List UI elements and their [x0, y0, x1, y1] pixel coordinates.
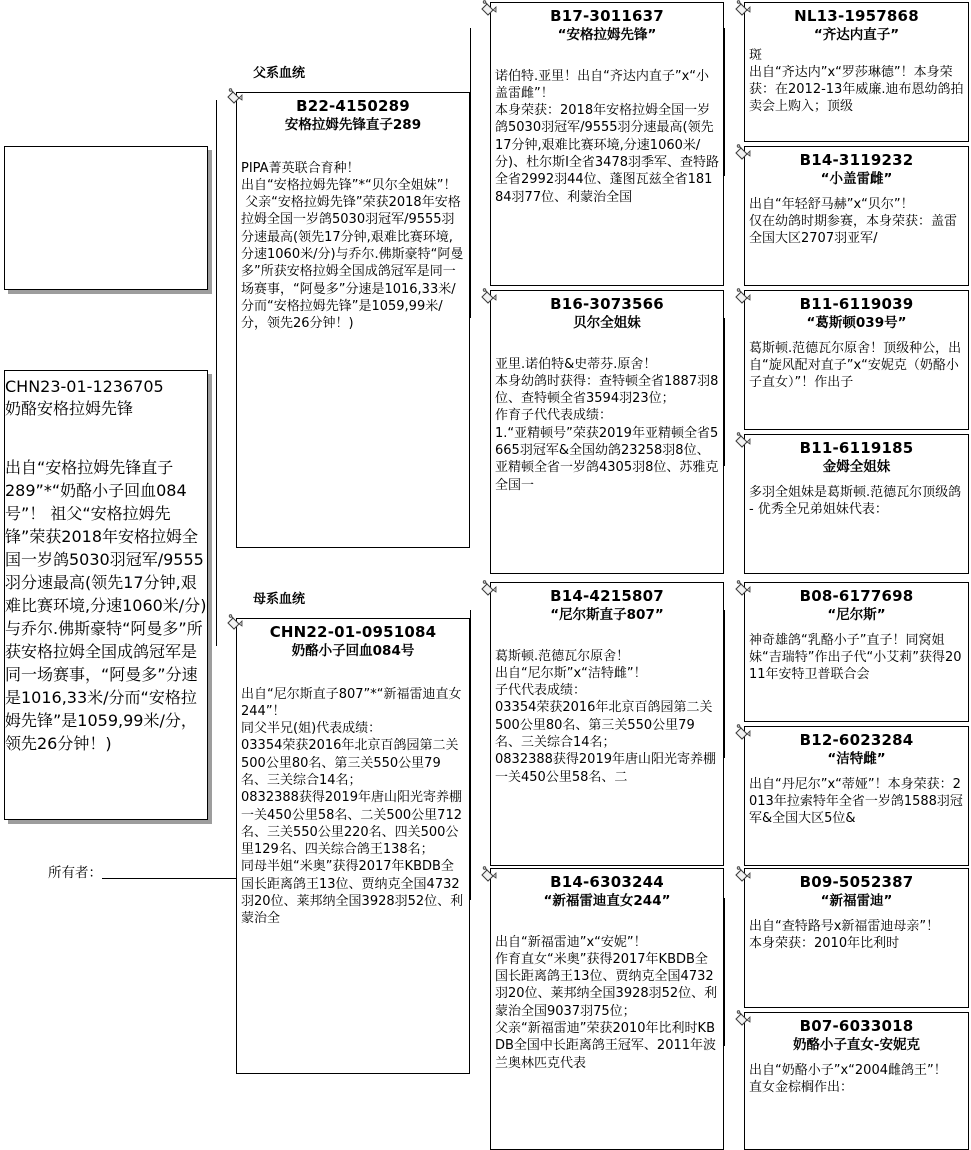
sire-card[interactable] [236, 92, 470, 548]
greatgrandparent-card-8[interactable] [744, 1012, 969, 1150]
ggp-name: “小盖雷雌” [820, 170, 893, 187]
greatgrandparent-card-7[interactable] [744, 868, 969, 1008]
ggp-description: 多羽全姐妹是葛斯顿.范德瓦尔顶级鸽 - 优秀全兄弟姐妹代表： [749, 484, 962, 517]
ggp-ring-number: B09-5052387 [799, 873, 914, 891]
ggp-description: 出自“丹尼尔”x“蒂娅”！本身荣获：2013年拉索特年全省一岁鸽1588羽冠军&全国大区5位& [749, 776, 963, 827]
ggp-ring-number: B11-6119185 [799, 439, 914, 457]
gp-description: 葛斯顿.范德瓦尔原舍！ 出自“尼尔斯”x“洁特雌”！ 子代代表成绩： 03354荣获2016年北京百鸽园第二关500公里80名、第三关550公里79名、三关综合14名； 0832388获得2019年唐山阳光寄养棚一关450公里58名、二 [495, 648, 716, 785]
connector-gp4-vertical [724, 898, 725, 1046]
grandparent-card-dam-sire[interactable] [490, 582, 724, 866]
gp-ring-number: B16-3073566 [550, 295, 664, 313]
ggp-description: 出自“查特路号x新福雷迪母亲”！ 本身荣获：2010年比利时 [749, 918, 940, 951]
subject-name: 奶酪安格拉姆先锋 [5, 399, 134, 418]
owner-blank-rule[interactable] [102, 878, 247, 879]
gp-name: 贝尔全姐妹 [573, 314, 641, 331]
connector-sire-vertical [470, 28, 471, 318]
greatgrandparent-card-6[interactable] [744, 726, 969, 866]
ggp-name: “洁特雌” [827, 750, 886, 767]
ggp-description: 神奇雄鸽“乳酪小子”直子！同窝姐妹“吉瑞特”作出子代“小艾莉”获得2011年安特卫普联合会 [749, 632, 962, 683]
sire-name: 安格拉姆先锋直子289 [284, 116, 422, 133]
ggp-description: 葛斯顿.范德瓦尔原舍！顶级种公，出自“旋风配对直子”x“安妮克（奶酪小子直女）”！作出子 [749, 340, 962, 391]
ggp-ring-number: B12-6023284 [799, 731, 914, 749]
ggp-ring-number: NL13-1957868 [794, 7, 919, 25]
gp-description: 亚里.诺伯特&史蒂芬.原舍！ 本身幼鸽时获得：查特顿全省1887羽8位、查特顿全省3594羽23位； 作育子代代表成绩： 1.“亚精顿号”荣获2019年亚精顿全省5665羽冠军&全国幼鸽23258羽8位、亚精顿全省一岁鸽4305羽8位、苏雅克全国一 [495, 356, 719, 493]
grandparent-card-dam-dam[interactable] [490, 868, 724, 1150]
ggp-description: 斑 出自“齐达内”x“罗莎琳德”！本身荣获：在2012-13年威廉.迪布恩幼鸽拍卖会上购入；顶级 [749, 47, 964, 115]
gp-description: 诺伯特.亚里！出自“齐达内直子”x“小盖雷雌”！ 本身荣获：2018年安格拉姆全国一岁鸽5030羽冠军/9555羽分速最高(领先17分钟,艰难比赛环境,分速1060米/分)、杜尔斯I全省3478羽季军、查特路全省2992羽44位、蓬图瓦兹全省18184羽77位、利蒙治全国 [495, 68, 719, 205]
connector-gp1-vertical [724, 28, 725, 176]
ggp-name: “尼尔斯” [827, 606, 886, 623]
ggp-ring-number: B07-6033018 [799, 1017, 914, 1035]
gp-name: “安格拉姆先锋” [557, 26, 657, 43]
subject-description: 出自“安格拉姆先锋直子289”*“奶酪小子回血084号”！ 祖父“安格拉姆先锋”荣获2018年安格拉姆全国一岁鸽5030羽冠军/9555羽分速最高(领先17分钟,艰难比赛环境,分速1060米/分)与乔尔.佛斯豪特“阿曼多”所获安格拉姆全国成鸽冠军是同一场赛事，“阿曼多”分速是1016,33米/分而“安格拉姆先锋”是1059,99米/分，领先26分钟！) [5, 458, 207, 753]
subject-header [5, 371, 207, 419]
connector-gp2-vertical [724, 318, 725, 466]
dam-description: 出自“尼尔斯直子807”*“新福雷迪直女244”！ 同父半兄(姐)代表成绩： 03354荣获2016年北京百鸽园第二关500公里80名、第三关550公里79名、三关综合14名； 0832388获得2019年唐山阳光寄养棚一关450公里58名、二关500公里712名、三关550公里220名、四关500公里129名、四关综合鸽王138名； 同母半姐“米奥”获得2017年KBDB全国长距离鸽王13位、贾纳克全国4732羽20位、莱邦纳全国3928羽52位、利蒙治全 [241, 686, 464, 927]
grandparent-card-sire-dam[interactable] [490, 290, 724, 574]
ggp-name: “葛斯顿039号” [806, 314, 907, 331]
connector-dam-vertical [470, 610, 471, 900]
gp-ring-number: B14-6303244 [550, 873, 664, 891]
ggp-ring-number: B11-6119039 [799, 295, 914, 313]
subject-card[interactable] [4, 370, 208, 820]
greatgrandparent-card-4[interactable] [744, 434, 969, 574]
greatgrandparent-card-5[interactable] [744, 582, 969, 722]
sire-ring-number: B22-4150289 [296, 97, 410, 115]
ggp-description: 出自“奶酪小子”x“2004雌鸽王”！ 直女金棕榈作出： [749, 1062, 947, 1095]
greatgrandparent-card-1[interactable] [744, 2, 969, 142]
grandparent-card-sire-sire[interactable] [490, 2, 724, 286]
connector-gp3-vertical [724, 610, 725, 758]
owner-label: 所有者： [48, 865, 102, 881]
ggp-name: “新福雷迪” [820, 892, 893, 909]
ggp-ring-number: B08-6177698 [799, 587, 914, 605]
dam-line-label: 母系血统 [253, 592, 306, 607]
ggp-name: “齐达内直子” [813, 26, 900, 43]
owner-field[interactable] [48, 861, 247, 881]
ggp-description: 出自“年轻舒马赫”x“贝尔”！ 仅在幼鸽时期参赛，本身荣获：盖雷全国大区2707羽亚军/ [749, 196, 958, 247]
gp-ring-number: B17-3011637 [550, 7, 664, 25]
gp-name: “尼尔斯直子807” [550, 606, 664, 623]
ggp-ring-number: B14-3119232 [799, 151, 914, 169]
gp-name: “新福雷迪直女244” [543, 892, 671, 909]
dam-name: 奶酪小子回血084号 [291, 642, 415, 659]
dam-ring-number: CHN22-01-0951084 [269, 623, 437, 641]
greatgrandparent-card-2[interactable] [744, 146, 969, 286]
pigeon-photo-placeholder [4, 146, 208, 290]
greatgrandparent-card-3[interactable] [744, 290, 969, 430]
sire-line-label: 父系血统 [253, 66, 306, 81]
gp-description: 出自“新福雷迪”x“安妮”！ 作育直女“米奥”获得2017年KBDB全国长距离鸽王13位、贾纳克全国4732羽20位、莱邦纳全国3928羽52位、利蒙治全国9037羽75位； 父亲“新福雷迪”荣获2010年比利时KBDB全国中长距离鸽王冠军、2011年波兰奥林匹克代表 [495, 934, 718, 1071]
dam-card[interactable] [236, 618, 470, 1074]
gp-ring-number: B14-4215807 [550, 587, 664, 605]
ggp-name: 金姆全姐妹 [822, 458, 891, 475]
subject-ring-number: CHN23-01-1236705 [5, 377, 164, 396]
ggp-name: 奶酪小子直女-安妮克 [792, 1036, 921, 1053]
connector-subject-to-parents [216, 100, 217, 646]
sire-description: PIPA菁英联合育种！ 出自“安格拉姆先锋”*“贝尔全姐妹”！ 父亲“安格拉姆先锋”荣获2018年安格拉姆全国一岁鸽5030羽冠军/9555羽分速最高(领先17分钟,艰难比赛环境,分速1060米/分)与乔尔.佛斯豪特“阿曼多”所获安格拉姆全国成鸽冠军是同一场赛事，“阿曼多”分速是1016,33米/分而“安格拉姆先锋”是1059,99米/分，领先26分钟！) [241, 160, 464, 332]
